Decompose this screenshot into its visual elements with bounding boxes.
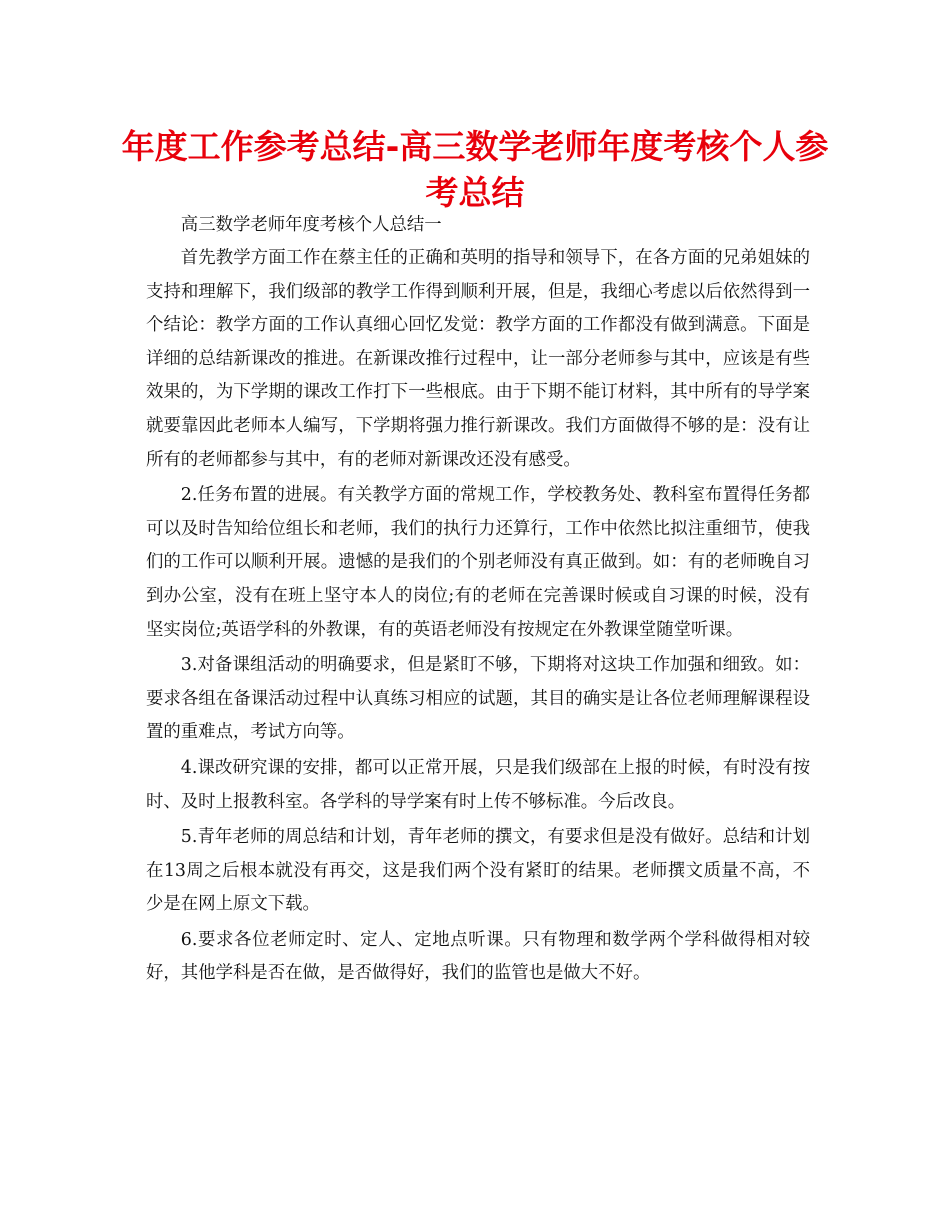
paragraph-item-6: 6.要求各位老师定时、定人、定地点听课。只有物理和数学两个学科做得相对较好，其他学科是否在做，是否做得好，我们的监管也是做大不好。: [146, 929, 810, 984]
paragraph-item-2: 2.任务布置的进展。有关教学方面的常规工作，学校教务处、教科室布置得任务都可以及时告知给位组长和老师，我们的执行力还算行，工作中依然比拟注重细节，使我们的工作可以顺利开展。遗憾的是我们的个别老师没有真正做到。如：有的老师晚自习到办公室，没有在班上坚守本人的岗位;有的老师在完善课时候或自习课的时候，没有坚实岗位;英语学科的外教课，有的英语老师没有按规定在外教课堂随堂听课。: [146, 485, 810, 640]
paragraph-item-4: 4.课改研究课的安排，都可以正常开展，只是我们级部在上报的时候，有时没有按时、及时上报教科室。各学科的导学案有时上传不够标准。今后改良。: [146, 757, 810, 812]
paragraph-item-3: 3.对备课组活动的明确要求，但是紧盯不够，下期将对这块工作加强和细致。如：要求各组在备课活动过程中认真练习相应的试题，其目的确实是让各位老师理解课程设置的重难点，考试方向等。: [146, 655, 810, 743]
paragraph-item-5: 5.青年老师的周总结和计划，青年老师的撰文，有要求但是没有做好。总结和计划在13周之后根本就没有再交，这是我们两个没有紧盯的结果。老师撰文质量不高，不少是在网上原文下载。: [146, 827, 810, 915]
document-title: 年度工作参考总结-高三数学老师年度考核个人参考总结: [121, 127, 829, 212]
document-body: [146, 208, 810, 991]
paragraph-intro: 首先教学方面工作在蔡主任的正确和英明的指导和领导下，在各方面的兄弟姐妹的支持和理解下，我们级部的教学工作得到顺利开展，但是，我细心考虑以后依然得到一个结论：教学方面的工作认真细心回忆发觉：教学方面的工作都没有做到满意。下面是详细的总结新课改的推进。在新课改推行过程中，让一部分老师参与其中，应该是有些效果的，为下学期的课改工作打下一些根底。由于下期不能订材料，其中所有的导学案就要靠因此老师本人编写，下学期将强力推行新课改。我们方面做得不够的是：没有让所有的老师都参与其中，有的老师对新课改还没有感受。: [146, 248, 810, 470]
section-heading: 高三数学老师年度考核个人总结一: [180, 215, 442, 235]
